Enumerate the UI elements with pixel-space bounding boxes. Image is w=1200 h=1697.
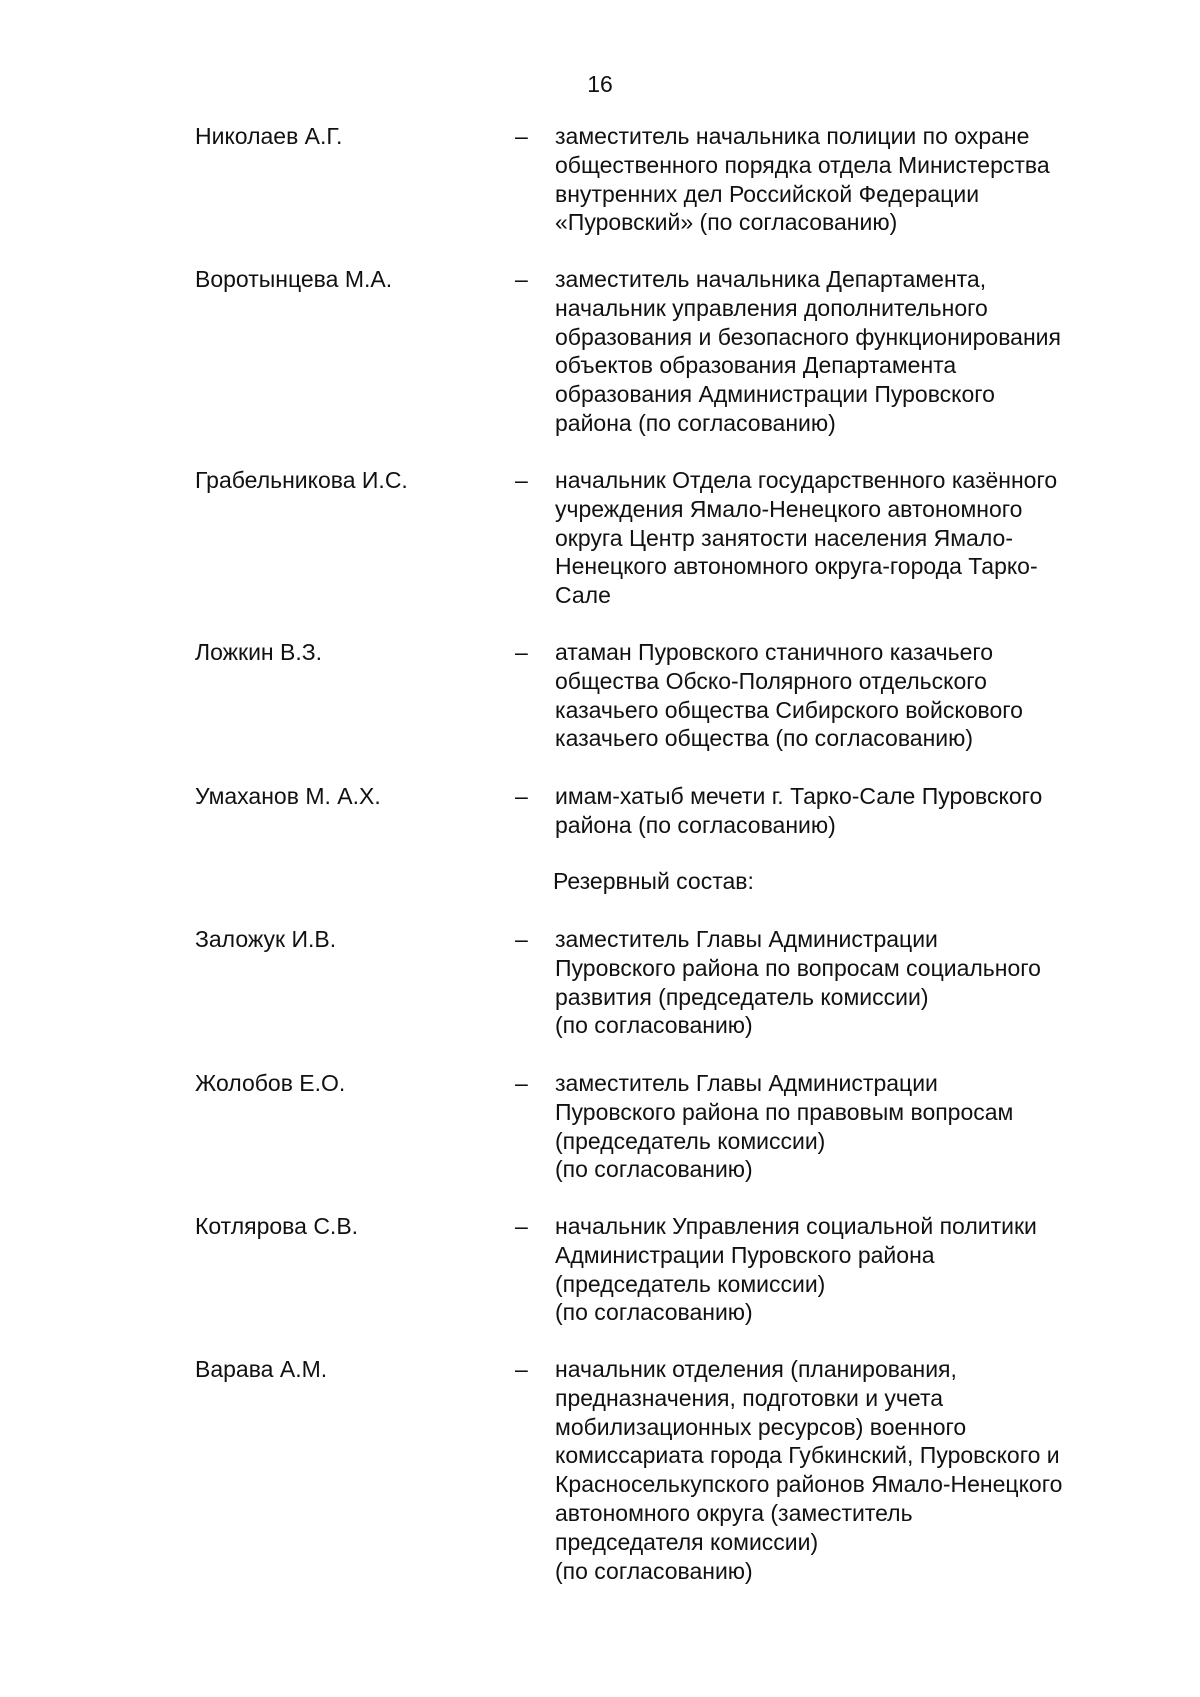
position-line: (председатель комиссии) xyxy=(555,1270,826,1297)
member-name: Жолобов Е.О. xyxy=(195,1070,346,1096)
position-line: Красноселькупского районов Ямало-Ненецкого xyxy=(555,1471,1063,1498)
position-line: комиссариата города Губкинский, Пуровского и xyxy=(555,1442,1060,1469)
dash-separator: – xyxy=(515,123,528,149)
reserve-section-heading: Резервный состав: xyxy=(553,868,754,894)
position-line: (по согласованию) xyxy=(555,1557,753,1584)
member-name: Котлярова С.В. xyxy=(195,1213,359,1239)
position-line: мобилизационных ресурсов) военного xyxy=(555,1413,967,1440)
position-line: развития (председатель комиссии) xyxy=(555,983,929,1010)
position-line: начальник отделения (планирования, xyxy=(555,1356,957,1382)
position-line: (председатель комиссии) xyxy=(555,1127,826,1154)
position-line: заместитель Главы Администрации xyxy=(555,926,938,952)
dash-separator: – xyxy=(515,926,528,952)
position-line: казачьего общества (по согласованию) xyxy=(555,725,974,752)
member-position xyxy=(555,1212,1165,1327)
position-line: автономного округа (заместитель xyxy=(555,1499,913,1526)
dash-separator: – xyxy=(515,467,528,493)
dash-separator: – xyxy=(515,1213,528,1239)
position-line: председателя комиссии) xyxy=(555,1528,819,1555)
position-line: Пуровского района по правовым вопросам xyxy=(555,1098,1014,1125)
position-line: Пуровского района по вопросам социального xyxy=(555,954,1041,981)
member-position xyxy=(555,782,1165,840)
member-name: Умаханов М. А.Х. xyxy=(195,783,381,809)
position-line: объектов образования Департамента xyxy=(555,352,957,379)
position-line: казачьего общества Сибирского войскового xyxy=(555,696,1023,723)
position-line: района (по согласованию) xyxy=(555,409,836,436)
position-line: округа Центр занятости населения Ямало- xyxy=(555,524,1013,551)
position-line: учреждения Ямало-Ненецкого автономного xyxy=(555,495,1023,522)
position-line: (по согласованию) xyxy=(555,1012,753,1039)
position-line: образования и безопасного функционирования xyxy=(555,323,1061,350)
member-position xyxy=(555,466,1165,610)
position-line: заместитель начальника Департамента, xyxy=(555,266,987,292)
position-line: атаман Пуровского станичного казачьего xyxy=(555,639,994,665)
position-line: образования Администрации Пуровского xyxy=(555,381,995,408)
position-line: заместитель Главы Администрации xyxy=(555,1070,938,1096)
position-line: предназначения, подготовки и учета xyxy=(555,1384,944,1411)
position-line: внутренних дел Российской Федерации xyxy=(555,180,980,207)
position-line: начальник Управления социальной политики xyxy=(555,1213,1037,1239)
member-name: Варава А.М. xyxy=(195,1356,328,1382)
member-name: Ложкин В.З. xyxy=(195,639,323,665)
dash-separator: – xyxy=(515,266,528,292)
position-line: заместитель начальника полиции по охране xyxy=(555,123,1030,149)
member-position xyxy=(555,1355,1165,1585)
position-line: «Пуровский» (по согласованию) xyxy=(555,209,898,236)
position-line: общества Обско-Полярного отдельского xyxy=(555,667,987,694)
member-name: Николаев А.Г. xyxy=(195,123,343,149)
page-number: 16 xyxy=(587,71,613,97)
member-position xyxy=(555,925,1165,1040)
position-line: Сале xyxy=(555,582,611,609)
dash-separator: – xyxy=(515,1356,528,1382)
member-position xyxy=(555,638,1165,753)
member-name: Грабельникова И.С. xyxy=(195,467,408,493)
position-line: начальник управления дополнительного xyxy=(555,294,988,321)
position-line: общественного порядка отдела Министерства xyxy=(555,151,1050,178)
member-name: Заложук И.В. xyxy=(195,926,337,952)
dash-separator: – xyxy=(515,783,528,809)
dash-separator: – xyxy=(515,1070,528,1096)
member-name: Воротынцева М.А. xyxy=(195,266,393,292)
position-line: Администрации Пуровского района xyxy=(555,1241,935,1268)
position-line: района (по согласованию) xyxy=(555,811,836,838)
member-position xyxy=(555,265,1165,438)
member-position xyxy=(555,122,1165,237)
position-line: Ненецкого автономного округа-города Тарко- xyxy=(555,553,1038,580)
member-position xyxy=(555,1069,1165,1184)
dash-separator: – xyxy=(515,639,528,665)
position-line: (по согласованию) xyxy=(555,1299,753,1326)
position-line: имам-хатыб мечети г. Тарко-Сале Пуровского xyxy=(555,783,1043,809)
position-line: (по согласованию) xyxy=(555,1156,753,1183)
position-line: начальник Отдела государственного казённого xyxy=(555,467,1058,493)
